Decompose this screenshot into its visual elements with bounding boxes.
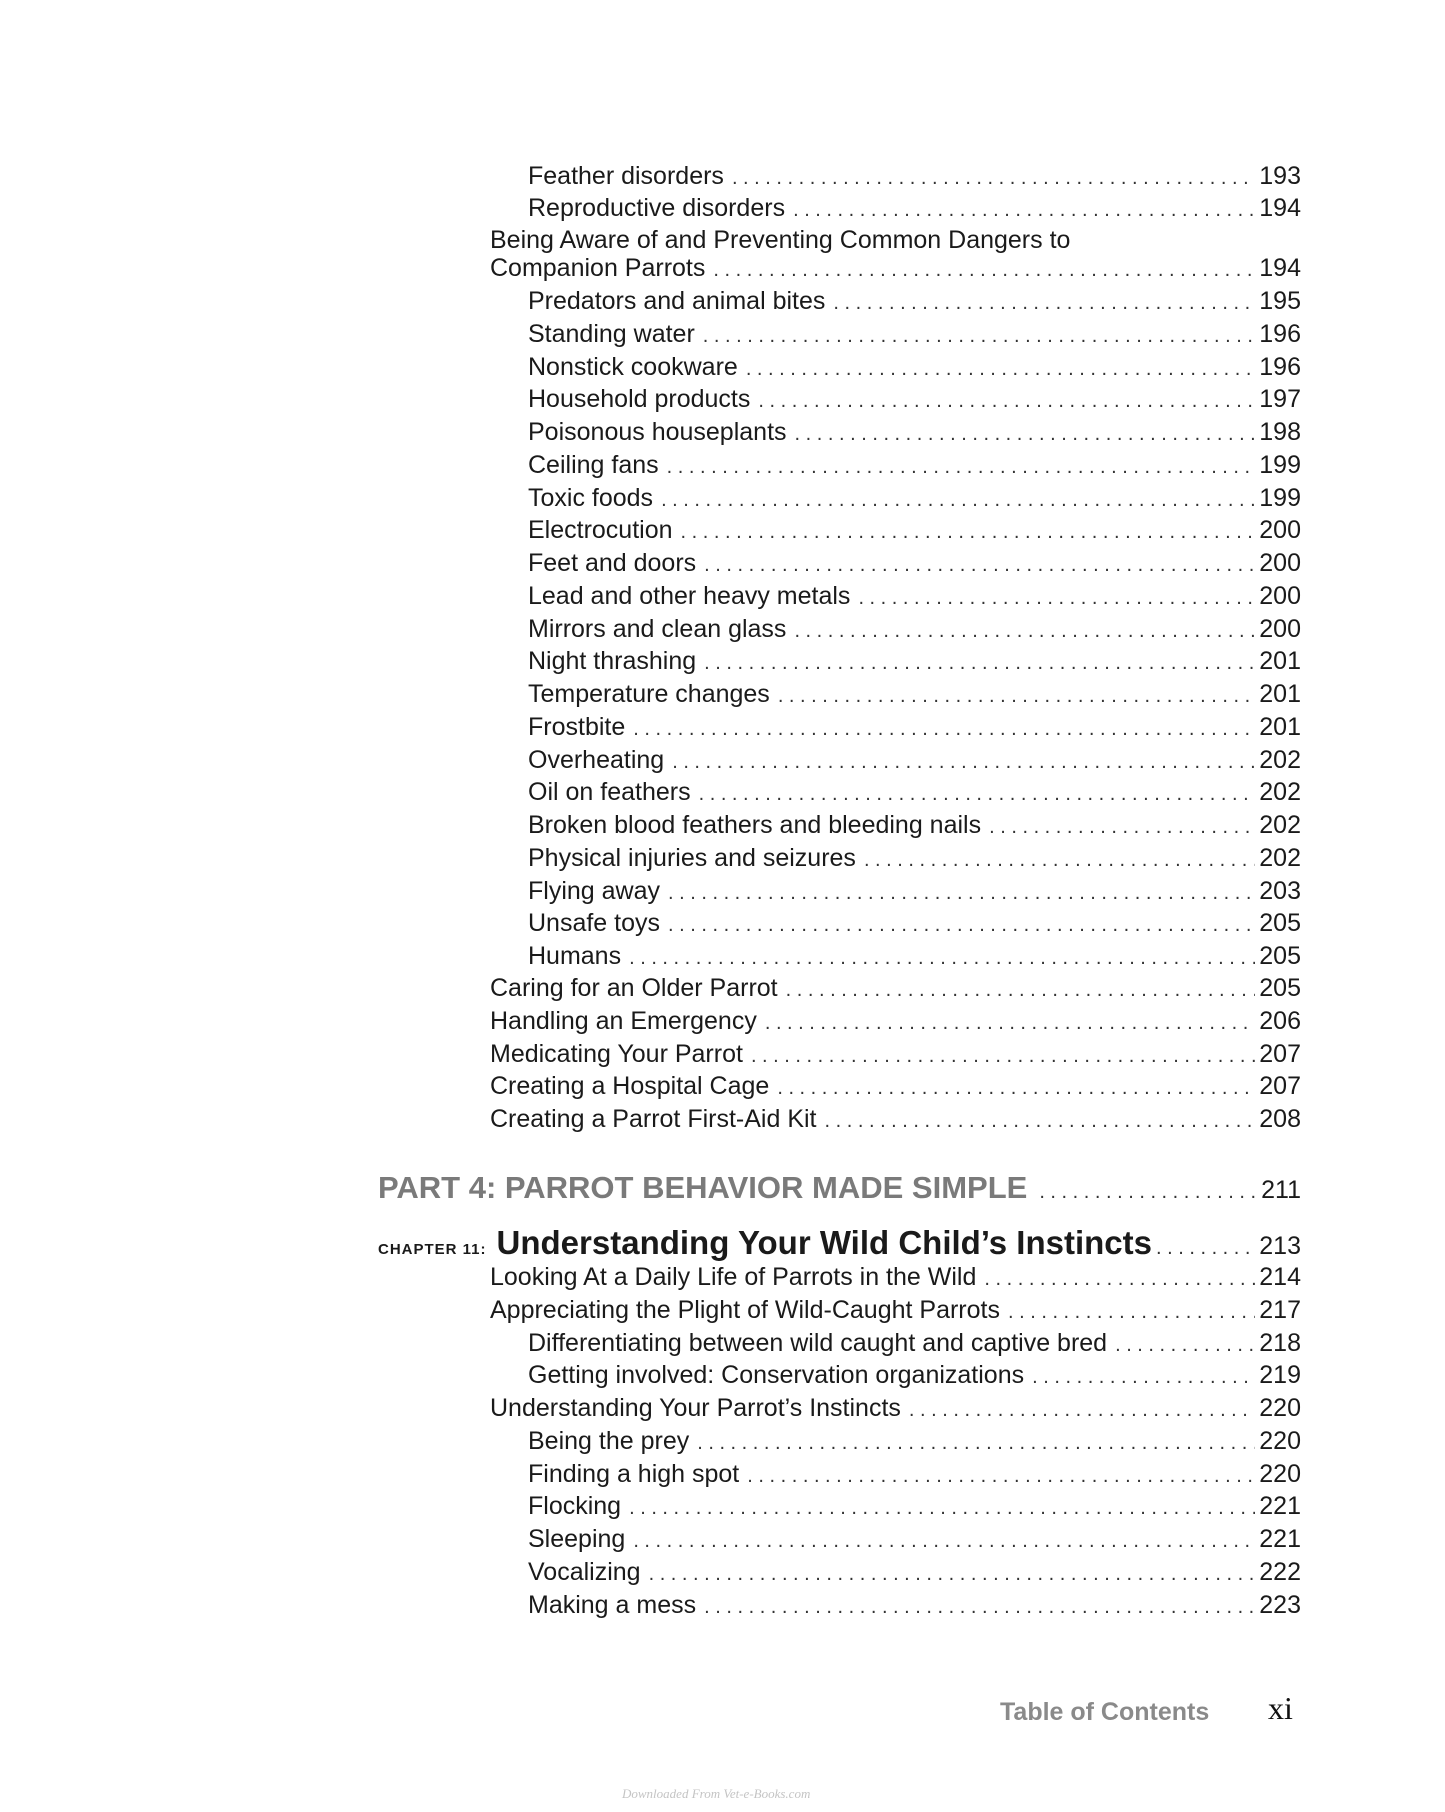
toc-entry-title: Poisonous houseplants bbox=[528, 418, 787, 446]
toc-entry-title: Frostbite bbox=[528, 712, 626, 741]
toc-entry-title: Predators and animal bites bbox=[528, 287, 826, 315]
dot-leader bbox=[858, 587, 1255, 610]
toc-entry[interactable] bbox=[490, 1007, 1301, 1036]
toc-entry[interactable] bbox=[490, 1040, 1301, 1069]
toc-entry[interactable] bbox=[528, 287, 1301, 316]
toc-entry-page: 206 bbox=[1259, 1006, 1301, 1035]
dot-leader bbox=[786, 979, 1256, 1002]
toc-entry-page: 194 bbox=[1259, 194, 1301, 222]
toc-entry-page: 195 bbox=[1259, 287, 1301, 315]
dot-leader bbox=[989, 816, 1255, 839]
toc-entry-page: 208 bbox=[1259, 1105, 1301, 1133]
dot-leader bbox=[833, 292, 1255, 315]
toc-entry-title: Appreciating the Plight of Wild-Caught Parrots bbox=[490, 1295, 1000, 1324]
dot-leader bbox=[825, 1110, 1256, 1133]
toc-entry[interactable] bbox=[528, 418, 1301, 447]
toc-entry-title: Caring for an Older Parrot bbox=[490, 974, 778, 1002]
toc-entry-title: Understanding Your Parrot’s Instincts bbox=[490, 1394, 901, 1422]
footer-section-title: Table of Contents bbox=[1000, 1698, 1210, 1726]
toc-entry-page: 199 bbox=[1259, 483, 1301, 512]
toc-entry-page: 207 bbox=[1259, 1039, 1301, 1068]
toc-entry[interactable] bbox=[490, 1394, 1301, 1423]
toc-entry[interactable] bbox=[528, 1427, 1301, 1456]
toc-entry[interactable] bbox=[528, 1460, 1301, 1489]
toc-entry-page: 200 bbox=[1259, 614, 1301, 643]
chapter-heading[interactable] bbox=[378, 1224, 1301, 1262]
dot-leader bbox=[633, 1530, 1255, 1553]
toc-entry[interactable] bbox=[528, 1492, 1301, 1521]
dot-leader bbox=[732, 167, 1255, 190]
toc-entry-title-line2: Companion Parrots bbox=[490, 254, 706, 282]
toc-entry-page: 214 bbox=[1259, 1263, 1301, 1291]
part-title: PART 4: PARROT BEHAVIOR MADE SIMPLE bbox=[378, 1170, 1028, 1205]
dot-leader bbox=[668, 914, 1255, 937]
dot-leader bbox=[704, 652, 1255, 675]
toc-entry-title: Broken blood feathers and bleeding nails bbox=[528, 811, 982, 839]
toc-entry[interactable] bbox=[490, 1296, 1301, 1325]
toc-entry-title: Feather disorders bbox=[528, 162, 724, 190]
toc-entry[interactable] bbox=[528, 1591, 1301, 1620]
dot-leader bbox=[778, 685, 1255, 708]
toc-entry-page: 205 bbox=[1259, 974, 1301, 1002]
toc-entry-title: Household products bbox=[528, 385, 751, 414]
toc-entry-title: Standing water bbox=[528, 319, 695, 348]
dot-leader bbox=[984, 1268, 1255, 1291]
dot-leader bbox=[672, 751, 1255, 774]
toc-entry[interactable] bbox=[528, 385, 1301, 414]
toc-entry-title: Handling an Emergency bbox=[490, 1006, 757, 1035]
dot-leader bbox=[1032, 1366, 1255, 1389]
toc-entry[interactable] bbox=[490, 974, 1301, 1003]
toc-entry-page: 220 bbox=[1259, 1459, 1301, 1488]
toc-entry-title: Unsafe toys bbox=[528, 909, 661, 938]
toc-entry-title: Oil on feathers bbox=[528, 778, 691, 807]
dot-leader bbox=[765, 1012, 1255, 1035]
toc-entry-page: 202 bbox=[1259, 811, 1301, 839]
toc-entry[interactable] bbox=[528, 353, 1301, 382]
dot-leader bbox=[681, 521, 1256, 544]
toc-entry-title: Toxic foods bbox=[528, 483, 654, 512]
toc-entry[interactable] bbox=[528, 1558, 1301, 1587]
dot-leader bbox=[1156, 1237, 1255, 1260]
toc-entry-title: Sleeping bbox=[528, 1525, 626, 1553]
dot-leader bbox=[751, 1045, 1255, 1068]
toc-entry[interactable] bbox=[528, 811, 1301, 840]
dot-leader bbox=[1039, 1181, 1257, 1204]
toc-entry-page: 217 bbox=[1259, 1295, 1301, 1324]
toc-entry-title: Creating a Parrot First-Aid Kit bbox=[490, 1105, 817, 1133]
toc-entry[interactable] bbox=[528, 680, 1301, 709]
toc-entry-multiline-second[interactable] bbox=[490, 254, 1301, 283]
dot-leader bbox=[909, 1399, 1255, 1422]
toc-entry[interactable] bbox=[528, 746, 1301, 775]
chapter-page: 213 bbox=[1259, 1232, 1301, 1260]
toc-entry-title: Finding a high spot bbox=[528, 1459, 740, 1488]
toc-entry[interactable] bbox=[528, 162, 1301, 191]
toc-entry[interactable] bbox=[528, 778, 1301, 807]
toc-entry[interactable] bbox=[528, 582, 1301, 611]
toc-entry[interactable] bbox=[528, 484, 1301, 513]
toc-entry-page: 201 bbox=[1259, 647, 1301, 676]
part-page: 211 bbox=[1261, 1176, 1301, 1204]
toc-entry[interactable] bbox=[528, 942, 1301, 971]
toc-entry[interactable] bbox=[528, 1525, 1301, 1554]
toc-entry-page: 196 bbox=[1259, 352, 1301, 381]
part-heading[interactable] bbox=[378, 1170, 1301, 1206]
toc-entry-title: Flocking bbox=[528, 1492, 622, 1521]
dot-leader bbox=[699, 783, 1256, 806]
toc-entry-title: Feet and doors bbox=[528, 549, 697, 577]
toc-entry-multiline-first[interactable] bbox=[490, 226, 1301, 255]
toc-entry[interactable] bbox=[528, 713, 1301, 742]
toc-entry[interactable] bbox=[528, 615, 1301, 644]
toc-entry-page: 199 bbox=[1259, 450, 1301, 479]
watermark: Downloaded From Vet-e-Books.com bbox=[622, 1786, 811, 1801]
dot-leader bbox=[697, 1432, 1255, 1455]
toc-entry-page: 200 bbox=[1259, 516, 1301, 545]
toc-entry-title: Humans bbox=[528, 942, 622, 970]
toc-entry[interactable] bbox=[490, 1263, 1301, 1292]
toc-entry-page: 196 bbox=[1259, 319, 1301, 348]
toc-entry-page: 221 bbox=[1259, 1525, 1301, 1553]
dot-leader bbox=[704, 1596, 1255, 1619]
toc-entry[interactable] bbox=[528, 909, 1301, 938]
toc-entry[interactable] bbox=[528, 194, 1301, 223]
dot-leader bbox=[668, 882, 1255, 905]
dot-leader bbox=[633, 718, 1255, 741]
toc-entry-title: Medicating Your Parrot bbox=[490, 1039, 743, 1068]
toc-entry-page: 202 bbox=[1259, 745, 1301, 774]
toc-entry[interactable] bbox=[490, 1072, 1301, 1101]
toc-entry[interactable] bbox=[528, 549, 1301, 578]
dot-leader bbox=[629, 1497, 1255, 1520]
toc-entry-title: Temperature changes bbox=[528, 680, 770, 708]
toc-entry-title: Being the prey bbox=[528, 1426, 690, 1455]
toc-entry-page: 203 bbox=[1259, 876, 1301, 905]
dot-leader bbox=[713, 259, 1255, 282]
toc-entry-title: Mirrors and clean glass bbox=[528, 614, 787, 643]
toc-entry-page: 202 bbox=[1259, 778, 1301, 807]
toc-entry-page: 200 bbox=[1259, 549, 1301, 577]
toc-entry-page: 200 bbox=[1259, 581, 1301, 610]
chapter-label: CHAPTER 11: bbox=[378, 1241, 487, 1258]
toc-entry-page: 194 bbox=[1259, 254, 1301, 282]
toc-entry-title: Differentiating between wild caught and captive bred bbox=[528, 1328, 1108, 1357]
dot-leader bbox=[793, 199, 1255, 222]
dot-leader bbox=[795, 423, 1256, 446]
toc-entry-page: 220 bbox=[1259, 1394, 1301, 1422]
toc-entry[interactable] bbox=[528, 1329, 1301, 1358]
toc-entry-title: Flying away bbox=[528, 876, 660, 905]
dot-leader bbox=[703, 325, 1256, 348]
dot-leader bbox=[704, 554, 1255, 577]
toc-entry-page: 201 bbox=[1259, 680, 1301, 708]
dot-leader bbox=[1008, 1301, 1255, 1324]
toc-entry-page: 202 bbox=[1259, 843, 1301, 872]
toc-entry-page: 201 bbox=[1259, 712, 1301, 741]
toc-entry-page: 207 bbox=[1259, 1072, 1301, 1101]
dot-leader bbox=[661, 489, 1255, 512]
toc-entry-title: Ceiling fans bbox=[528, 450, 659, 479]
toc-entry-title: Physical injuries and seizures bbox=[528, 843, 856, 872]
toc-entry-page: 197 bbox=[1259, 385, 1301, 414]
dot-leader bbox=[1115, 1334, 1255, 1357]
dot-leader bbox=[649, 1563, 1256, 1586]
toc-entry[interactable] bbox=[528, 451, 1301, 480]
toc-entry-page: 205 bbox=[1259, 942, 1301, 970]
toc-entry-page: 205 bbox=[1259, 909, 1301, 938]
dot-leader bbox=[747, 1465, 1255, 1488]
toc-entry-page: 218 bbox=[1259, 1328, 1301, 1357]
chapter-title: Understanding Your Wild Child’s Instincts bbox=[496, 1224, 1152, 1261]
dot-leader bbox=[794, 620, 1255, 643]
toc-entry-page: 193 bbox=[1259, 162, 1301, 190]
toc-entry[interactable] bbox=[528, 877, 1301, 906]
toc-entry-title: Creating a Hospital Cage bbox=[490, 1072, 770, 1101]
toc-entry[interactable] bbox=[528, 320, 1301, 349]
toc-entry-page: 220 bbox=[1259, 1426, 1301, 1455]
toc-entry-title: Night thrashing bbox=[528, 647, 697, 676]
toc-entry-page: 221 bbox=[1259, 1492, 1301, 1521]
toc-entry[interactable] bbox=[528, 844, 1301, 873]
toc-entry-title: Nonstick cookware bbox=[528, 352, 738, 381]
dot-leader bbox=[777, 1077, 1255, 1100]
toc-entry[interactable] bbox=[490, 1105, 1301, 1134]
footer-page-number: xi bbox=[1268, 1690, 1293, 1726]
toc-entry-page: 198 bbox=[1259, 418, 1301, 446]
toc-entry-title: Overheating bbox=[528, 745, 665, 774]
toc-entry-page: 219 bbox=[1259, 1361, 1301, 1390]
toc-entry-title: Getting involved: Conservation organizations bbox=[528, 1361, 1025, 1390]
toc-entry-title: Reproductive disorders bbox=[528, 194, 786, 222]
toc-entry[interactable] bbox=[528, 647, 1301, 676]
dot-leader bbox=[746, 358, 1255, 381]
dot-leader bbox=[864, 849, 1255, 872]
toc-entry-title: Electrocution bbox=[528, 516, 673, 545]
dot-leader bbox=[758, 390, 1255, 413]
toc-entry-title: Making a mess bbox=[528, 1590, 697, 1619]
toc-entry-page: 222 bbox=[1259, 1557, 1301, 1586]
toc-entry-title: Vocalizing bbox=[528, 1557, 641, 1586]
toc-entry[interactable] bbox=[528, 516, 1301, 545]
dot-leader bbox=[629, 947, 1255, 970]
toc-entry-title: Lead and other heavy metals bbox=[528, 581, 851, 610]
dot-leader bbox=[667, 456, 1256, 479]
toc-entry[interactable] bbox=[528, 1361, 1301, 1390]
toc-entry-title-line1: Being Aware of and Preventing Common Dangers to bbox=[490, 226, 1071, 254]
toc-entry-page: 223 bbox=[1259, 1590, 1301, 1619]
toc-entry-title: Looking At a Daily Life of Parrots in the Wild bbox=[490, 1263, 977, 1291]
